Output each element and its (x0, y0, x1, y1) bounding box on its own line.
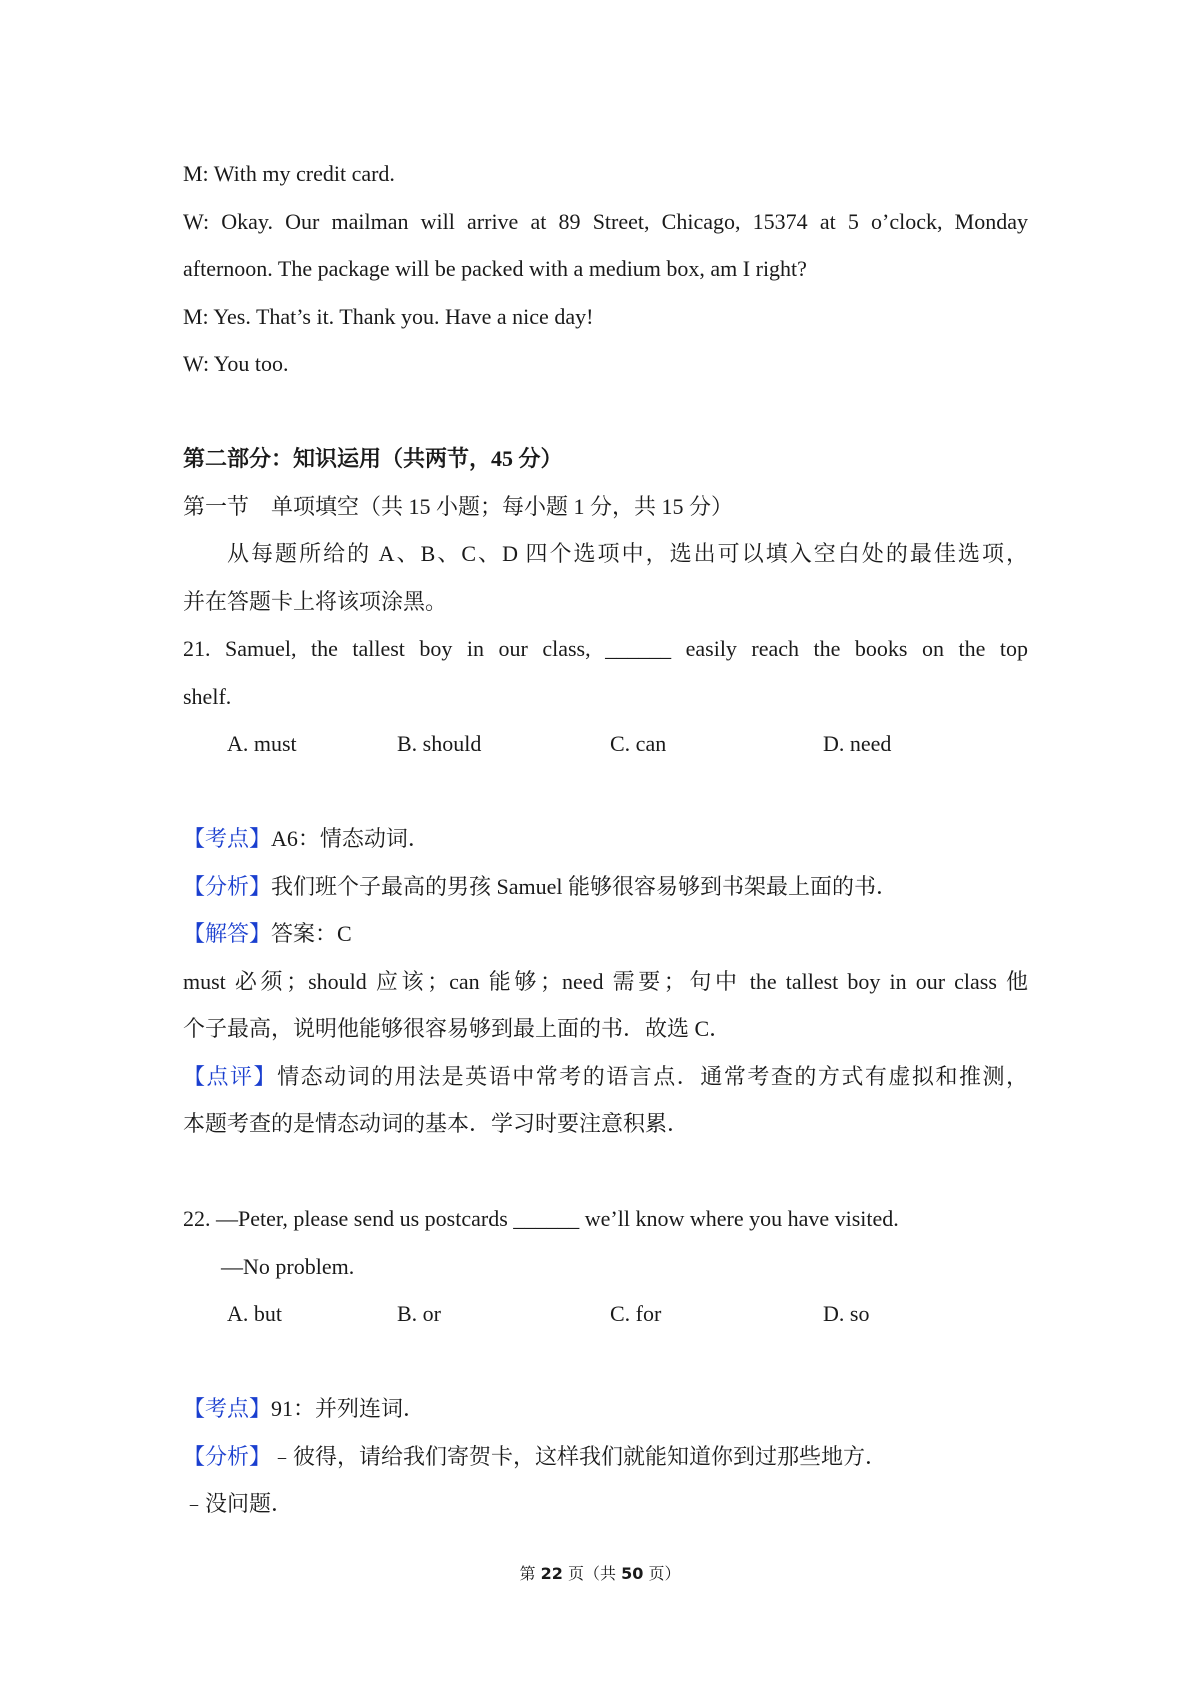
q21-dianping: 本题考查的是情态动词的基本．学习时要注意积累． (183, 1111, 690, 1136)
dialogue-line: W: You too. (183, 351, 289, 376)
section-subtitle: 第一节 单项填空（共 15 小题；每小题 1 分，共 15 分） (183, 493, 734, 519)
option-b: B. or (397, 1301, 441, 1326)
section-title: 第二部分：知识运用（共两节，45 分） (183, 446, 563, 471)
page-number: 22 (540, 1564, 563, 1583)
spacer (183, 1148, 1028, 1196)
footer-prefix: 第 (519, 1564, 541, 1583)
jieda-text: 答案：C (271, 921, 352, 946)
question-21-options (183, 720, 1028, 768)
jieda-tag: 【解答】 (183, 921, 272, 946)
kaodian-tag: 【考点】 (183, 826, 272, 851)
question-22-stem: 22. —Peter, please send us postcards ______ we’ll know where you have visited. (183, 1206, 899, 1231)
dianping-tag: 【点评】 (183, 1063, 278, 1089)
fenxi-tag: 【分析】 (183, 873, 272, 899)
dialogue-line: afternoon. The package will be packed with a medium box, am I right? (183, 256, 807, 281)
page-footer (0, 1561, 1200, 1584)
fenxi-tag: 【分析】 (183, 1443, 272, 1469)
kaodian-text: A6：情态动词． (271, 826, 430, 851)
q22-fenxi (183, 1433, 1028, 1481)
question-22-stem: —No problem. (221, 1253, 355, 1279)
question-21-stem: shelf. (183, 683, 232, 709)
question-22-options (183, 1290, 1028, 1338)
fenxi-text: 我们班个子最高的男孩 Samuel 能够很容易够到书架最上面的书． (271, 873, 899, 899)
dialogue-line: M: Yes. That’s it. Thank you. Have a nice day! (183, 303, 594, 329)
q22-fenxi: ﹣没问题． (183, 1491, 294, 1516)
kaodian-text: 91：并列连词． (271, 1396, 426, 1421)
option-a: A. must (227, 731, 297, 756)
option-c: C. for (610, 1301, 662, 1326)
spacer (183, 1338, 1028, 1386)
q22-kaodian (183, 1385, 1028, 1433)
dianping-text: 情态动词的用法是英语中常考的语言点．通常考查的方式有虚拟和推测， (277, 1063, 1028, 1089)
dialogue-line: M: With my credit card. (183, 161, 395, 186)
q21-explanation: must 必须；should 应该；can 能够；need 需要；句中 the tallest boy in our class 他 (183, 968, 1028, 994)
kaodian-tag: 【考点】 (183, 1396, 272, 1421)
dialogue-line: W: Okay. Our mailman will arrive at 89 Street, Chicago, 15374 at 5 o’clock, Monday (183, 208, 1028, 234)
fenxi-text: ﹣彼得，请给我们寄贺卡，这样我们就能知道你到过那些地方． (271, 1443, 888, 1469)
footer-suffix: 页） (643, 1564, 681, 1583)
question-21-stem: 21. Samuel, the tallest boy in our class, ______ easily reach the books on the top (183, 636, 1028, 661)
option-d: D. need (823, 731, 892, 756)
option-d: D. so (823, 1301, 870, 1326)
option-b: B. should (397, 731, 482, 756)
option-a: A. but (227, 1301, 282, 1326)
q21-fenxi (183, 863, 1028, 911)
footer-middle: 页（共 (562, 1564, 622, 1583)
page-total: 50 (621, 1564, 644, 1583)
q21-dianping (183, 1053, 1028, 1101)
section-instruction: 并在答题卡上将该项涂黑。 (183, 588, 448, 614)
q21-jieda (183, 910, 1028, 958)
option-c: C. can (610, 731, 667, 756)
q21-explanation: 个子最高，说明他能够很容易够到最上面的书．故选 C． (183, 1016, 732, 1041)
spacer (183, 388, 1028, 436)
spacer (183, 768, 1028, 816)
q21-kaodian (183, 815, 1028, 863)
page-content (183, 150, 1028, 1528)
section-instruction: 从每题所给的 A、B、C、D 四个选项中，选出可以填入空白处的最佳选项， (227, 541, 1028, 566)
